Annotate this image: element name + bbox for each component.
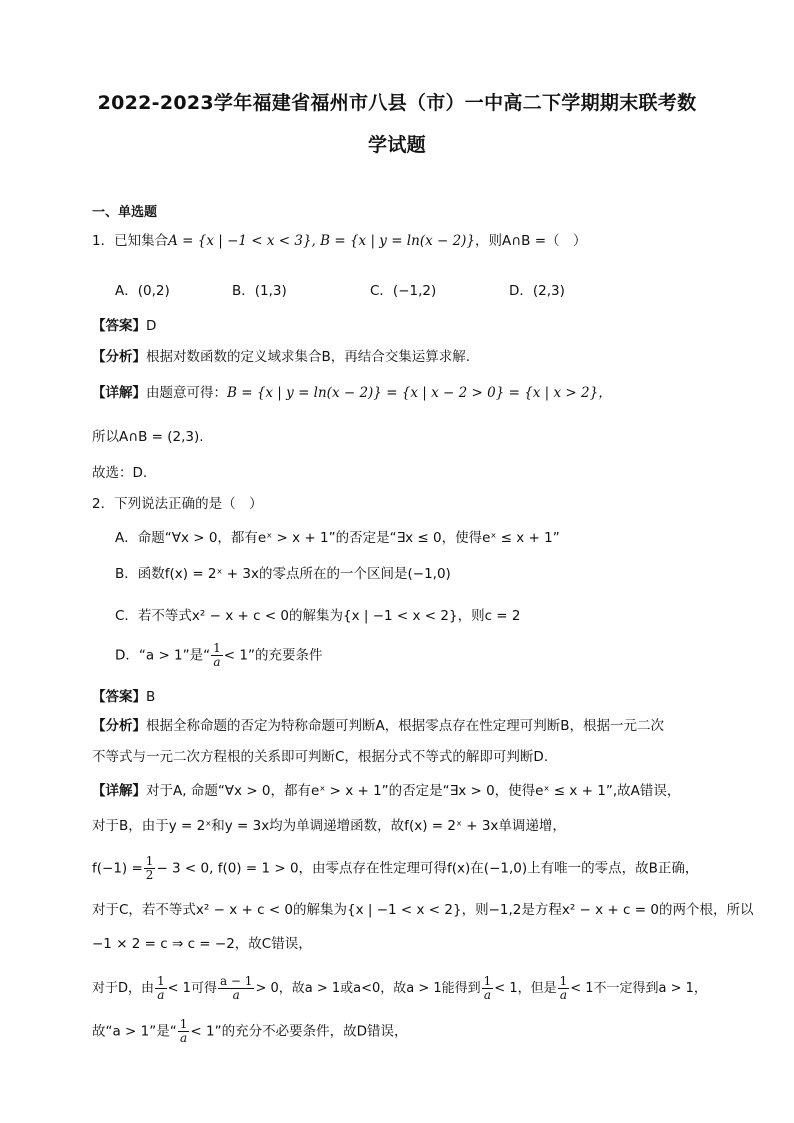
q2-d6-fraction-4: $\frac{1}{a}$: [559, 974, 568, 1002]
q2-stem: 2．下列说法正确的是（ ）: [92, 496, 263, 512]
q2-analysis-text-1: 根据全称命题的否定为特称命题可判断A，根据零点存在性定理可判断B，根据一元二次: [146, 718, 664, 734]
q1-detail-1a: 由题意可得：: [146, 385, 227, 401]
q2-opt-d-b: < 1”的充要条件: [223, 647, 323, 664]
q2-d6-a: 对于D，由: [92, 981, 155, 996]
q2-d7-fraction: $\frac{1}{a}$: [179, 1017, 188, 1045]
q2-d7-a: 故“a > 1”是“: [92, 1023, 177, 1040]
q2-detail-1-text: 对于A, 命题“∀x > 0，都有eˣ > x + 1”的否定是“∃x > 0，使得eˣ ≤ x + 1”,故A错误，: [146, 783, 681, 799]
q2-detail-3: [92, 855, 698, 882]
q1-detail: [92, 383, 612, 403]
q2-detail-4: 对于C，若不等式x² − x + c < 0的解集为{x | −1 < x < 2}，则−1,2是方程x² − x + c = 0的两个根，所以: [92, 902, 754, 918]
q1-stem-b: ，则A∩B =（ ）: [475, 233, 587, 249]
q1-detail-tag: 【详解】: [92, 385, 146, 401]
q1-stem: [92, 231, 587, 251]
q2-d6-fraction-3: $\frac{1}{a}$: [483, 974, 492, 1002]
q2-d6-fraction-2: $\frac{a - 1}{a}$: [219, 974, 253, 1002]
q1-set-def: A = {x | −1 < x < 3}, B = {x | y = ln(x − 2)}: [168, 233, 476, 249]
q2-d6-d: < 1，但是: [494, 981, 557, 996]
q1-detail-1b: B = {x | y = ln(x − 2)} = {x | x − 2 > 0} = {x | x > 2}，: [227, 385, 612, 401]
q2-d6-c: > 0，故a > 1或a<0，故a > 1能得到: [255, 981, 481, 996]
q1-answer-value: D: [146, 318, 157, 334]
q2-detail-1: [92, 781, 680, 801]
q2-d6-b: < 1可得: [167, 981, 217, 996]
q2-detail-5: −1 × 2 = c ⇒ c = −2，故C错误，: [92, 936, 312, 952]
q1-answer-tag: 【答案】: [92, 318, 146, 334]
q2-opt-d-a: D．“a > 1”是“: [115, 647, 211, 664]
q2-d3-b: − 3 < 0, f(0) = 1 > 0，由零点存在性定理可得f(x)在(−1,0)上有唯一的零点，故B正确，: [156, 860, 699, 877]
q2-analysis-1: [92, 716, 664, 736]
q1-analysis-text: 根据对数函数的定义域求集合B，再结合交集运算求解.: [146, 349, 471, 365]
q2-detail-7: [92, 1018, 407, 1045]
q2-d3-fraction: $\frac{1}{2}$: [145, 854, 154, 882]
doc-title-line2: 学试题: [368, 134, 426, 156]
q2-detail-6: [92, 975, 707, 1002]
q2-d6-e: < 1不一定得到a > 1，: [570, 981, 707, 996]
q2-option-c: C．若不等式x² − x + c < 0的解集为{x | −1 < x < 2}，则c = 2: [115, 608, 521, 624]
doc-title-line1: 2022-2023学年福建省福州市八县（市）一中高二下学期期末联考数: [97, 92, 697, 114]
q2-option-a: A．命题“∀x > 0，都有eˣ > x + 1”的否定是“∃x ≤ 0，使得eˣ ≤ x + 1”: [115, 530, 560, 546]
q2-opt-d-fraction: $\frac{1}{a}$: [213, 641, 221, 669]
q2-detail-2: 对于B，由于y = 2ˣ和y = 3x均为单调递增函数，故f(x) = 2ˣ + 3x单调递增，: [92, 818, 566, 834]
q1-option-a: A．(0,2): [115, 283, 170, 299]
q1-detail-3: 故选：D.: [92, 465, 148, 481]
q1-analysis: [92, 347, 470, 367]
q2-answer-value: B: [146, 689, 156, 705]
q2-option-d: [115, 642, 322, 669]
q1-detail-2: 所以A∩B = (2,3).: [92, 429, 204, 445]
q2-answer-tag: 【答案】: [92, 689, 146, 705]
q2-analysis-tag: 【分析】: [92, 718, 146, 734]
q1-analysis-tag: 【分析】: [92, 349, 146, 365]
q1-option-b: B．(1,3): [232, 283, 287, 299]
q2-analysis-2: 不等式与一元二次方程根的关系即可判断C，根据分式不等式的解即可判断D.: [92, 749, 549, 765]
section-heading: 一、单选题: [92, 205, 158, 220]
q2-d3-a: f(−1) =: [92, 860, 143, 877]
q2-option-b: B．函数f(x) = 2ˣ + 3x的零点所在的一个区间是(−1,0): [115, 566, 451, 582]
q1-stem-a: 1．已知集合: [92, 233, 169, 249]
q1-option-d: D．(2,3): [509, 283, 565, 299]
q2-answer: [92, 687, 155, 707]
q2-detail-tag: 【详解】: [92, 783, 146, 799]
q1-option-c: C．(−1,2): [370, 283, 437, 299]
q2-d6-fraction-1: $\frac{1}{a}$: [157, 974, 165, 1002]
q2-d7-b: < 1”的充分不必要条件，故D错误，: [190, 1023, 408, 1040]
q1-answer: [92, 316, 156, 336]
